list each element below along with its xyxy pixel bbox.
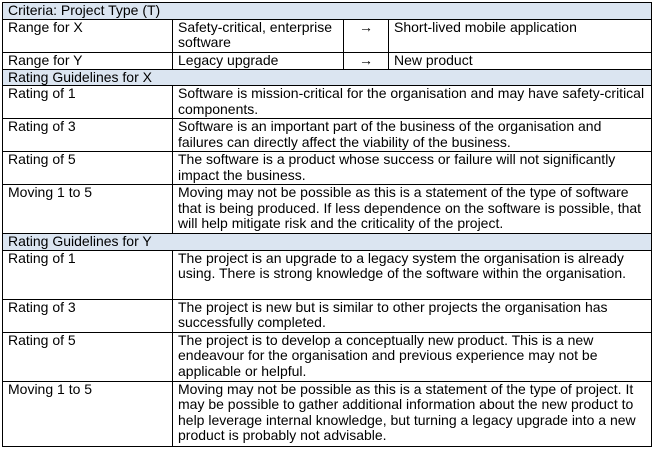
- guideline-row: [3, 332, 652, 381]
- range-x-from: Safety-critical, enterprise software: [173, 19, 344, 52]
- guideline-text: Software is mission-critical for the organisation and may have safety-critical components.: [173, 86, 652, 119]
- project-type-criteria-table: [2, 2, 652, 447]
- guideline-label: Rating of 5: [3, 152, 173, 185]
- guideline-text: Moving may not be possible as this is a statement of the type of project. It may be possible to gather additional information about the new product to help leverage internal knowledge, but turning a legacy upgrade into a new product is probably not advisable.: [173, 381, 652, 446]
- guideline-row: [3, 381, 652, 446]
- range-x-arrow-icon: →: [344, 19, 389, 52]
- guideline-label: Rating of 1: [3, 86, 173, 119]
- range-y-from: Legacy upgrade: [173, 52, 344, 69]
- criteria-header: Criteria: Project Type (T): [3, 3, 652, 20]
- guideline-row: [3, 299, 652, 332]
- range-y-to: New product: [389, 52, 652, 69]
- guideline-label: Moving 1 to 5: [3, 381, 173, 446]
- range-x-to: Short-lived mobile application: [389, 19, 652, 52]
- guideline-label: Rating of 3: [3, 299, 173, 332]
- range-y-label: Range for Y: [3, 52, 173, 69]
- guideline-text: The software is a product whose success or failure will not significantly impact the business.: [173, 152, 652, 185]
- guideline-text: The project is new but is similar to other projects the organisation has successfully completed.: [173, 299, 652, 332]
- guideline-text: The project is an upgrade to a legacy system the organisation is already using. There is strong knowledge of the software within the organisation.: [173, 250, 652, 299]
- guideline-row: [3, 119, 652, 152]
- criteria-header-row: [3, 3, 652, 20]
- guideline-text: The project is to develop a conceptually new product. This is a new endeavour for the organisation and previous experience may not be applicable or helpful.: [173, 332, 652, 381]
- range-y-row: [3, 52, 652, 69]
- guidelines-x-header: Rating Guidelines for X: [3, 69, 652, 86]
- range-y-arrow-icon: →: [344, 52, 389, 69]
- guideline-row: [3, 250, 652, 299]
- guideline-row: [3, 152, 652, 185]
- guidelines-x-header-row: [3, 69, 652, 86]
- guideline-text: Moving may not be possible as this is a statement of the type of software that is being produced. If less dependence on the software is possible, that will help mitigate risk and the criticality of the project.: [173, 185, 652, 234]
- range-x-label: Range for X: [3, 19, 173, 52]
- guideline-label: Rating of 1: [3, 250, 173, 299]
- guideline-row: [3, 86, 652, 119]
- guideline-label: Rating of 5: [3, 332, 173, 381]
- range-x-row: [3, 19, 652, 52]
- guideline-row: [3, 185, 652, 234]
- guidelines-y-header: Rating Guidelines for Y: [3, 234, 652, 251]
- guideline-label: Moving 1 to 5: [3, 185, 173, 234]
- guideline-text: Software is an important part of the business of the organisation and failures can directly affect the viability of the business.: [173, 119, 652, 152]
- guideline-label: Rating of 3: [3, 119, 173, 152]
- guidelines-y-header-row: [3, 234, 652, 251]
